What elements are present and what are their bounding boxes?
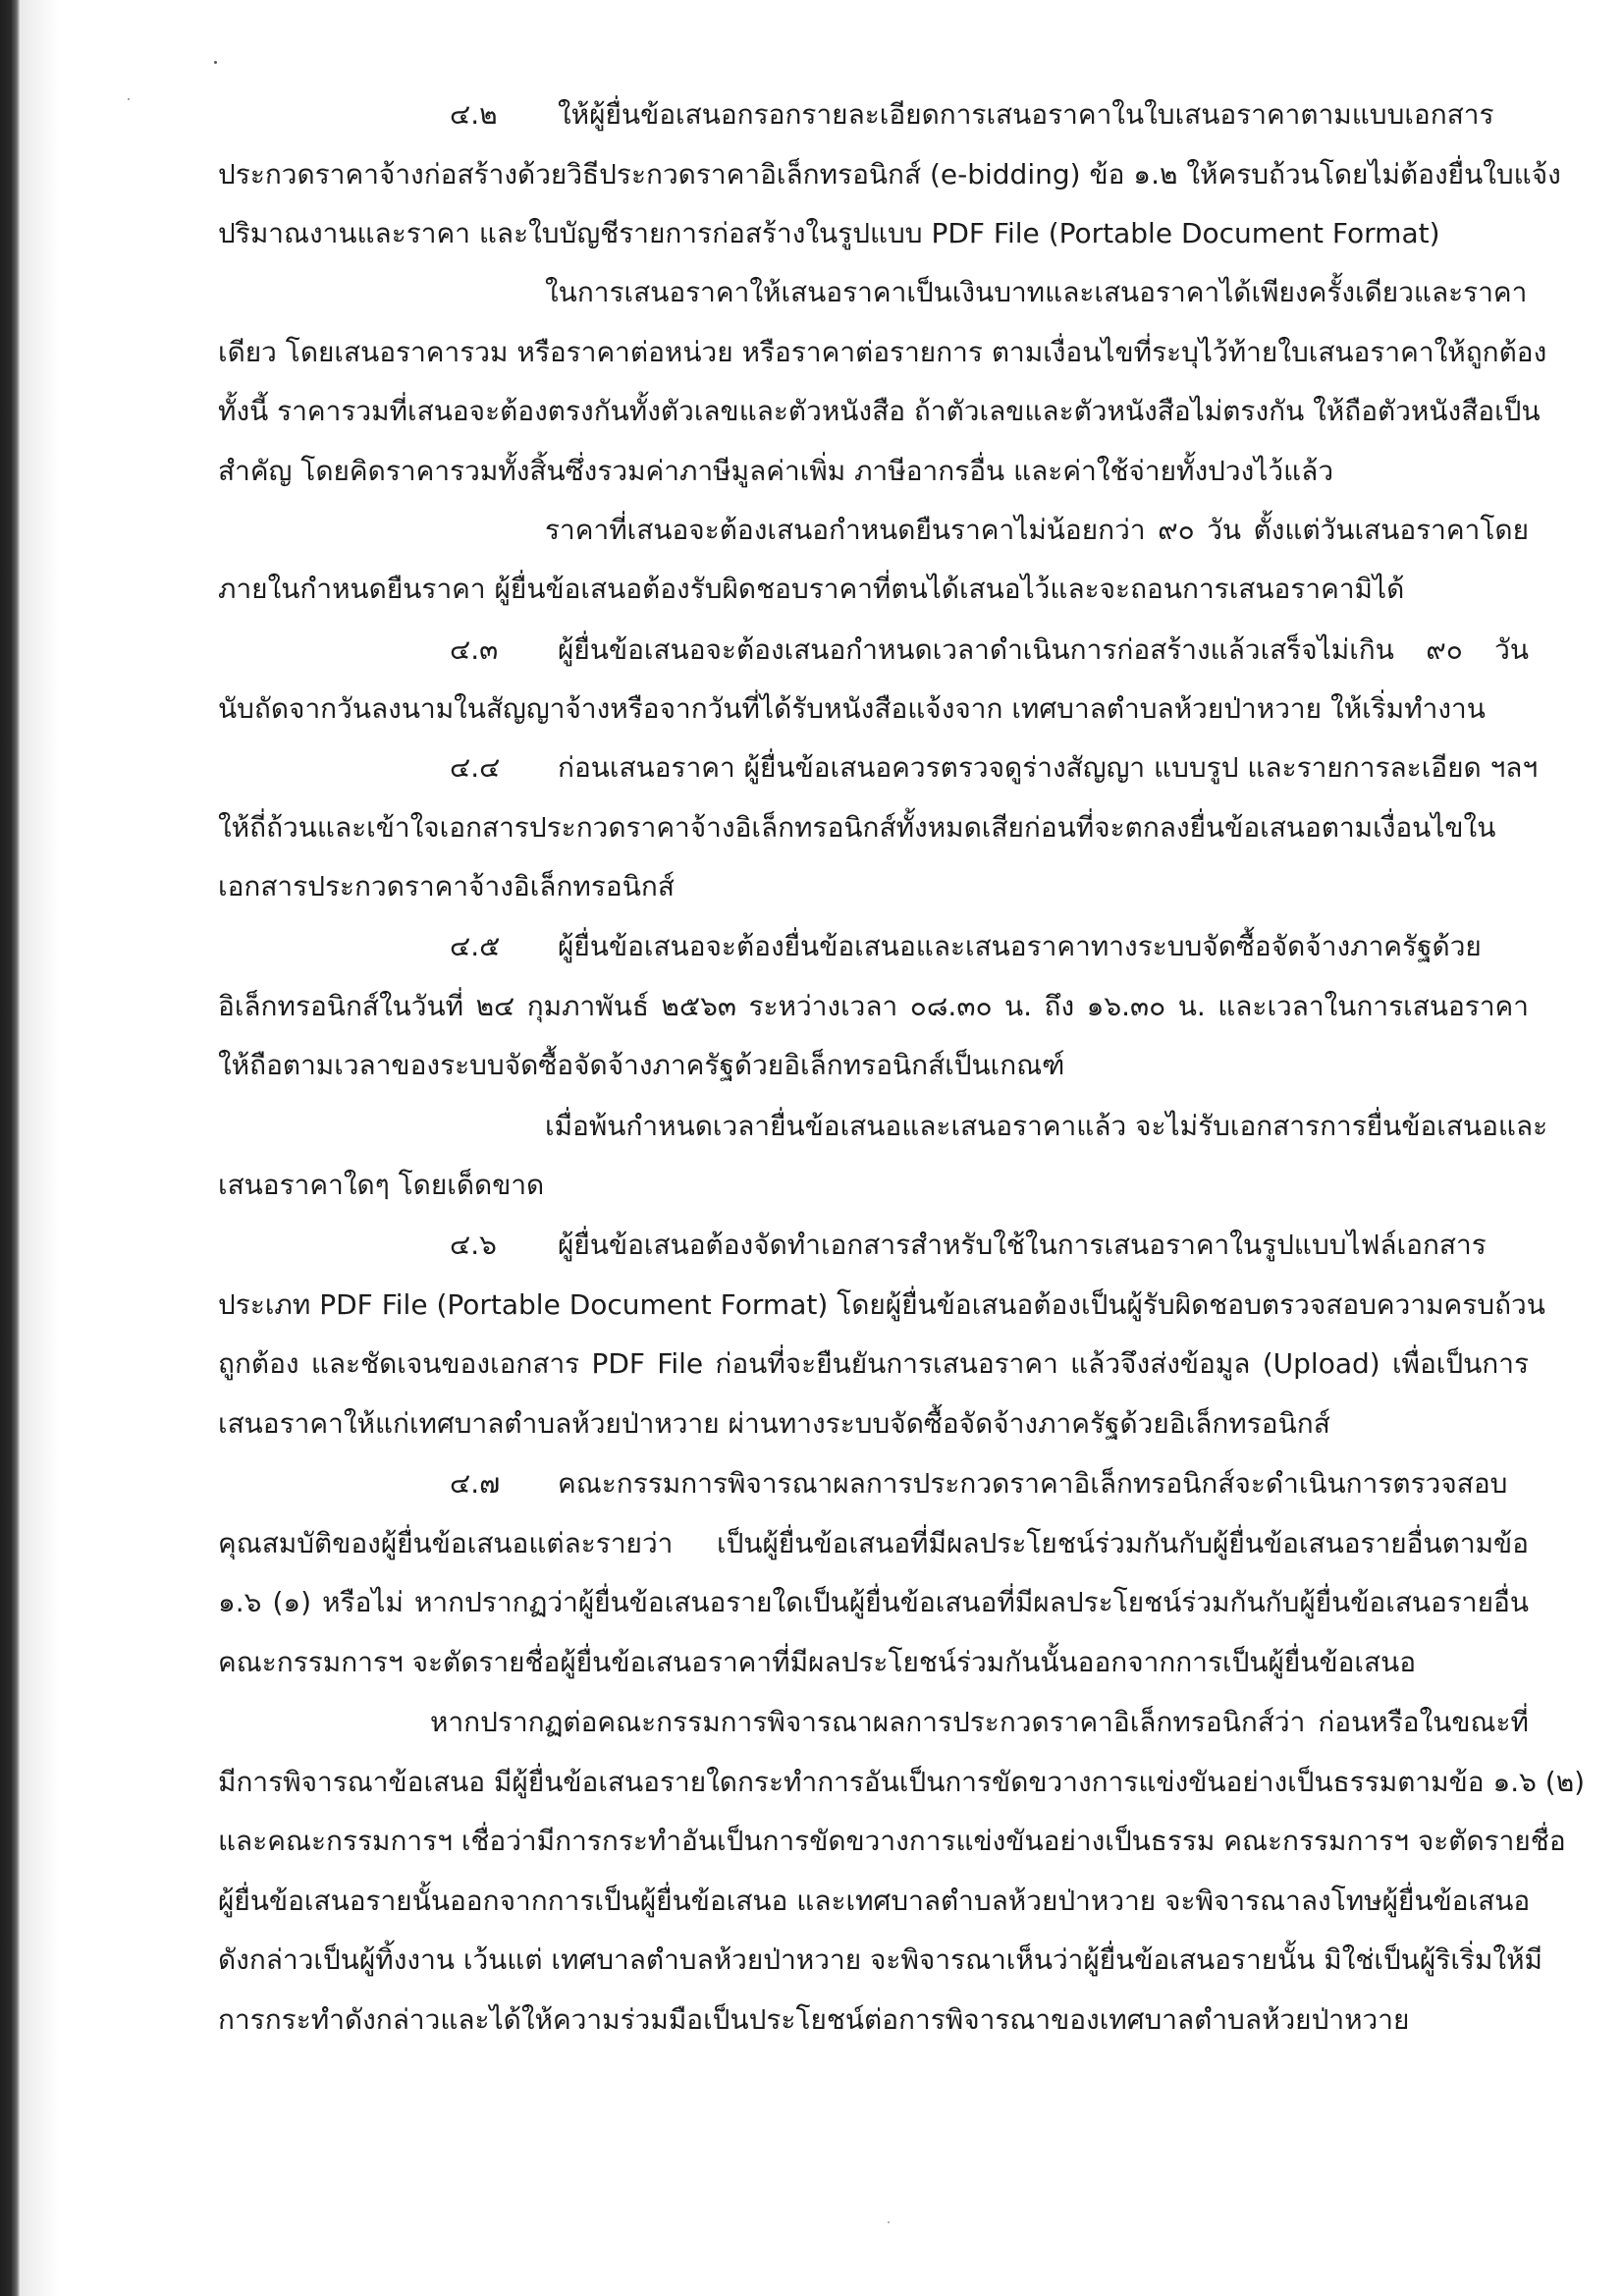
text-line: มีการพิจารณาข้อเสนอ มีผู้ยื่นข้อเสนอรายใดกระทำการอันเป็นการขัดขวางการแข่งขันอย่างเป็นธรรมตามข้อ ๑.๖ (๒) xyxy=(218,1766,1586,1798)
text-line: สำคัญ โดยคิดราคารวมทั้งสิ้นซึ่งรวมค่าภาษีมูลค่าเพิ่ม ภาษีอากรอื่น และค่าใช้จ่ายทั้งปวงไว้แล้ว xyxy=(218,455,1334,487)
text-line: ประเภท PDF File (Portable Document Format) โดยผู้ยื่นข้อเสนอต้องเป็นผู้รับผิดชอบตรวจสอบความครบถ้วน xyxy=(218,1288,1545,1321)
text-line: ถูกต้อง และชัดเจนของเอกสาร PDF File ก่อนที่จะยืนยันการเสนอราคา แล้วจึงส่งข้อมูล (Upload) เพื่อเป็นการ xyxy=(218,1347,1529,1380)
text-line: คณะกรรมการพิจารณาผลการประกวดราคาอิเล็กทรอนิกส์จะดำเนินการตรวจสอบ xyxy=(558,1467,1508,1500)
text-line: เอกสารประกวดราคาจ้างอิเล็กทรอนิกส์ xyxy=(218,870,675,902)
text-line: เดียว โดยเสนอราคารวม หรือราคาต่อหน่วย หรือราคาต่อรายการ ตามเงื่อนไขที่ระบุไว้ท้ายใบเสนอราคาให้ถูกต้อง xyxy=(218,336,1547,368)
text-line: ให้ถี่ถ้วนและเข้าใจเอกสารประกวดราคาจ้างอิเล็กทรอนิกส์ทั้งหมดเสียก่อนที่จะตกลงยื่นข้อเสนอตามเงื่อนไขใน xyxy=(218,811,1496,844)
clause-number: ๔.๔ xyxy=(450,751,501,784)
text-line: ผู้ยื่นข้อเสนอจะต้องเสนอกำหนดเวลาดำเนินการก่อสร้างแล้วเสร็จไม่เกิน ๙๐ วัน xyxy=(558,633,1529,666)
text-line: นับถัดจากวันลงนามในสัญญาจ้างหรือจากวันที่ได้รับหนังสือแจ้งจาก เทศบาลตำบลห้วยป่าหวาย ให้เริ่มทำงาน xyxy=(218,692,1486,725)
text-line: ผู้ยื่นข้อเสนอจะต้องยื่นข้อเสนอและเสนอราคาทางระบบจัดซื้อจัดจ้างภาครัฐด้วย xyxy=(558,930,1482,962)
text-line: ผู้ยื่นข้อเสนอต้องจัดทำเอกสารสำหรับใช้ในการเสนอราคาในรูปแบบไฟล์เอกสาร xyxy=(558,1229,1487,1261)
text-line: ภายในกำหนดยืนราคา ผู้ยื่นข้อเสนอต้องรับผิดชอบราคาที่ตนได้เสนอไว้และจะถอนการเสนอราคามิได้ xyxy=(218,573,1405,605)
text-line: ให้ผู้ยื่นข้อเสนอกรอกรายละเอียดการเสนอราคาในใบเสนอราคาตามแบบเอกสาร xyxy=(558,98,1494,131)
text-line: เสนอราคาให้แก่เทศบาลตำบลห้วยป่าหวาย ผ่านทางระบบจัดซื้อจัดจ้างภาครัฐด้วยอิเล็กทรอนิกส์ xyxy=(218,1407,1330,1440)
text-line: ดังกล่าวเป็นผู้ทิ้งงาน เว้นแต่ เทศบาลตำบลห้วยป่าหวาย จะพิจารณาเห็นว่าผู้ยื่นข้อเสนอรายนั้น มิใช่เป็นผู้ริเริ่มให้มี xyxy=(218,1943,1542,1976)
text-line: ๑.๖ (๑) หรือไม่ หากปรากฏว่าผู้ยื่นข้อเสนอรายใดเป็นผู้ยื่นข้อเสนอที่มีผลประโยชน์ร่วมกันกับผู้ยื่นข้อเสนอรายอื่น xyxy=(218,1586,1529,1618)
text-line: และคณะกรรมการฯ เชื่อว่ามีการกระทำอันเป็นการขัดขวางการแข่งขันอย่างเป็นธรรม คณะกรรมการฯ จะตัดรายชื่อ xyxy=(218,1825,1566,1857)
text-line: เสนอราคาใดๆ โดยเด็ดขาด xyxy=(218,1169,545,1201)
text-line: คณะกรรมการฯ จะตัดรายชื่อผู้ยื่นข้อเสนอราคาที่มีผลประโยชน์ร่วมกันนั้นออกจากการเป็นผู้ยื่นข้อเสนอ xyxy=(218,1646,1417,1678)
text-line: เมื่อพ้นกำหนดเวลายื่นข้อเสนอและเสนอราคาแล้ว จะไม่รับเอกสารการยื่นข้อเสนอและ xyxy=(545,1110,1548,1142)
text-line: ประกวดราคาจ้างก่อสร้างด้วยวิธีประกวดราคาอิเล็กทรอนิกส์ (e-bidding) ข้อ ๑.๒ ให้ครบถ้วนโดยไม่ต้องยื่นใบแจ้ง xyxy=(218,158,1561,191)
text-line: ทั้งนี้ ราคารวมที่เสนอจะต้องตรงกันทั้งตัวเลขและตัวหนังสือ ถ้าตัวเลขและตัวหนังสือไม่ตรงกัน ให้ถือตัวหนังสือเป็น xyxy=(218,395,1541,427)
text-line: ผู้ยื่นข้อเสนอรายนั้นออกจากการเป็นผู้ยื่นข้อเสนอ และเทศบาลตำบลห้วยป่าหวาย จะพิจารณาลงโทษผู้ยื่นข้อเสนอ xyxy=(218,1885,1531,1917)
clause-number: ๔.๒ xyxy=(450,98,498,131)
clause-number: ๔.๓ xyxy=(450,633,499,666)
text-line: ให้ถือตามเวลาของระบบจัดซื้อจัดจ้างภาครัฐด้วยอิเล็กทรอนิกส์เป็นเกณฑ์ xyxy=(218,1049,1065,1081)
clause-number: ๔.๖ xyxy=(450,1229,497,1261)
text-line: ในการเสนอราคาให้เสนอราคาเป็นเงินบาทและเสนอราคาได้เพียงครั้งเดียวและราคา xyxy=(545,276,1528,308)
text-line: ราคาที่เสนอจะต้องเสนอกำหนดยืนราคาไม่น้อยกว่า ๙๐ วัน ตั้งแต่วันเสนอราคาโดย xyxy=(545,514,1529,546)
text-line: คุณสมบัติของผู้ยื่นข้อเสนอแต่ละรายว่า เป็นผู้ยื่นข้อเสนอที่มีผลประโยชน์ร่วมกันกับผู้ยื่นข้อเสนอรายอื่นตามข้อ xyxy=(218,1527,1529,1559)
text-line: ปริมาณงานและราคา และใบบัญชีรายการก่อสร้างในรูปแบบ PDF File (Portable Document Format) xyxy=(218,217,1440,249)
text-line: หากปรากฏต่อคณะกรรมการพิจารณาผลการประกวดราคาอิเล็กทรอนิกส์ว่า ก่อนหรือในขณะที่ xyxy=(430,1706,1529,1738)
text-line: การกระทำดังกล่าวและได้ให้ความร่วมมือเป็นประโยชน์ต่อการพิจารณาของเทศบาลตำบลห้วยป่าหวาย xyxy=(218,2003,1410,2036)
text-line: อิเล็กทรอนิกส์ในวันที่ ๒๔ กุมภาพันธ์ ๒๕๖๓ ระหว่างเวลา ๐๘.๓๐ น. ถึง ๑๖.๓๐ น. และเวลาในการเสนอราคา xyxy=(218,990,1529,1022)
clause-number: ๔.๕ xyxy=(450,930,501,962)
clause-number: ๔.๗ xyxy=(450,1467,501,1500)
text-line: ก่อนเสนอราคา ผู้ยื่นข้อเสนอควรตรวจดูร่างสัญญา แบบรูป และรายการละเอียด ฯลฯ xyxy=(558,751,1539,784)
